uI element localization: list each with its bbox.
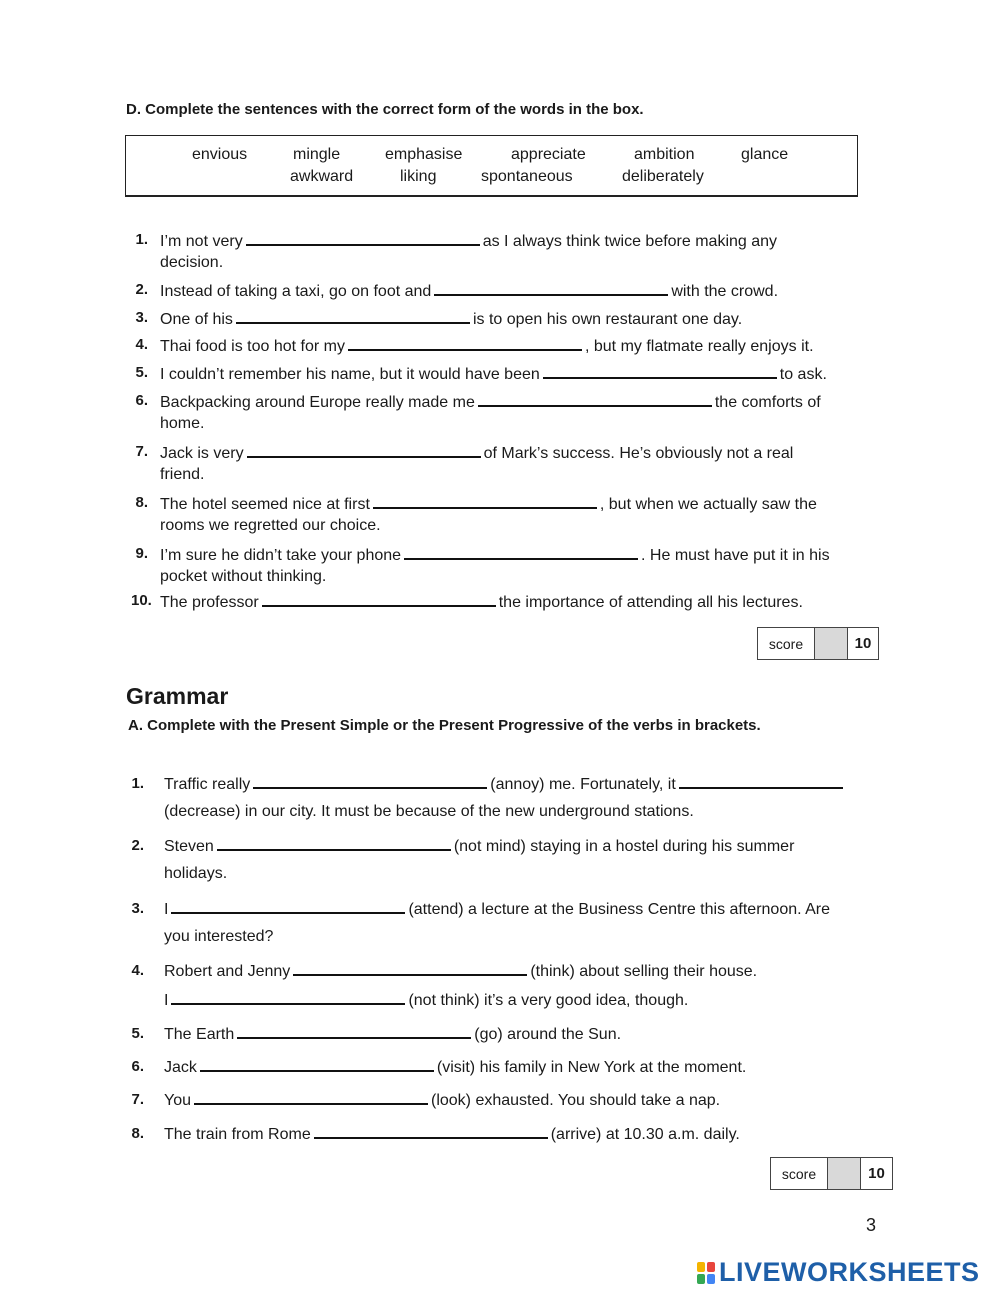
list-item: One of his is to open his own restaurant one day. <box>160 306 742 331</box>
list-item: Instead of taking a taxi, go on foot and with the crowd. <box>160 278 778 303</box>
score-label: score <box>771 1158 828 1189</box>
answer-blank[interactable] <box>253 771 487 789</box>
item-number: 3. <box>135 309 148 326</box>
list-item-continuation: friend. <box>160 466 205 483</box>
answer-blank[interactable] <box>262 589 496 607</box>
answer-blank[interactable] <box>171 896 405 914</box>
list-item: The train from Rome (arrive) at 10.30 a.m. daily. <box>164 1121 740 1146</box>
list-item: I couldn’t remember his name, but it would have been to ask. <box>160 361 827 386</box>
item-number: 2. <box>131 837 144 854</box>
list-item-continuation: I (not think) it’s a very good idea, though. <box>164 987 688 1012</box>
item-number: 2. <box>135 281 148 298</box>
answer-blank[interactable] <box>246 228 480 246</box>
answer-blank[interactable] <box>217 833 451 851</box>
item-number: 4. <box>131 962 144 979</box>
box-word: glance <box>741 146 789 163</box>
answer-blank[interactable] <box>194 1087 428 1105</box>
box-word: mingle <box>293 146 341 163</box>
list-item: Traffic really (annoy) me. Fortunately, it <box>164 771 846 796</box>
score-label: score <box>758 628 815 659</box>
list-item-continuation: holidays. <box>164 865 228 882</box>
box-word: ambition <box>634 146 695 163</box>
list-item: You (look) exhausted. You should take a nap. <box>164 1087 720 1112</box>
item-number: 3. <box>131 900 144 917</box>
item-number: 10. <box>131 592 152 609</box>
list-item: Backpacking around Europe really made me the comforts of <box>160 389 821 414</box>
section-d-heading: D. Complete the sentences with the correct form of the words in the box. <box>126 101 644 118</box>
box-word: spontaneous <box>481 168 573 185</box>
logo-square <box>697 1274 705 1284</box>
box-word: emphasise <box>385 146 463 163</box>
logo-square <box>697 1262 705 1272</box>
score-box <box>757 627 879 660</box>
list-item-continuation: rooms we regretted our choice. <box>160 517 381 534</box>
list-item: The professor the importance of attending all his lectures. <box>160 589 803 614</box>
list-item: Robert and Jenny (think) about selling their house. <box>164 958 757 983</box>
logo-text: LIVEWORKSHEETS <box>719 1257 980 1287</box>
list-item: I’m sure he didn’t take your phone . He must have put it in his <box>160 542 830 567</box>
list-item: I’m not very as I always think twice before making any <box>160 228 777 253</box>
item-number: 9. <box>135 545 148 562</box>
box-word: envious <box>192 146 248 163</box>
score-input[interactable] <box>815 628 848 659</box>
answer-blank[interactable] <box>236 306 470 324</box>
score-max: 10 <box>854 635 872 652</box>
answer-blank[interactable] <box>200 1054 434 1072</box>
item-number: 8. <box>135 494 148 511</box>
answer-blank[interactable] <box>478 389 712 407</box>
answer-blank[interactable] <box>348 333 582 351</box>
list-item-continuation: pocket without thinking. <box>160 568 327 585</box>
score-max: 10 <box>868 1165 885 1182</box>
list-item: Jack is very of Mark’s success. He’s obviously not a real <box>160 440 793 465</box>
box-word: liking <box>400 168 437 185</box>
item-number: 6. <box>131 1058 144 1075</box>
list-item: Jack (visit) his family in New York at the moment. <box>164 1054 746 1079</box>
logo-square <box>707 1262 715 1272</box>
list-item-continuation: you interested? <box>164 928 274 945</box>
list-item: Steven (not mind) staying in a hostel during his summer <box>164 833 794 858</box>
grammar-a-heading: A. Complete with the Present Simple or the Present Progressive of the verbs in brackets. <box>128 717 761 734</box>
item-number: 7. <box>131 1091 144 1108</box>
item-number: 5. <box>135 364 148 381</box>
item-number: 1. <box>131 775 144 792</box>
list-item: The Earth (go) around the Sun. <box>164 1021 621 1046</box>
score-input[interactable] <box>828 1158 861 1189</box>
answer-blank[interactable] <box>434 278 668 296</box>
item-number: 8. <box>131 1125 144 1142</box>
answer-blank[interactable] <box>543 361 777 379</box>
list-item: I (attend) a lecture at the Business Centre this afternoon. Are <box>164 896 830 921</box>
page-number: 3 <box>866 1215 877 1235</box>
answer-blank[interactable] <box>679 771 843 789</box>
word-box <box>125 135 858 197</box>
item-number: 5. <box>131 1025 144 1042</box>
item-number: 7. <box>135 443 148 460</box>
answer-blank[interactable] <box>404 542 638 560</box>
score-box <box>770 1157 893 1190</box>
grammar-title: Grammar <box>126 683 229 709</box>
liveworksheets-logo <box>697 1257 980 1288</box>
answer-blank[interactable] <box>171 987 405 1005</box>
item-number: 1. <box>135 231 148 248</box>
list-item-continuation: decision. <box>160 254 224 271</box>
answer-blank[interactable] <box>293 958 527 976</box>
box-word: appreciate <box>511 146 586 163</box>
item-number: 6. <box>135 392 148 409</box>
list-item: The hotel seemed nice at first , but when we actually saw the <box>160 491 817 516</box>
answer-blank[interactable] <box>237 1021 471 1039</box>
logo-square <box>707 1274 715 1284</box>
answer-blank[interactable] <box>373 491 597 509</box>
answer-blank[interactable] <box>247 440 481 458</box>
box-word: awkward <box>290 168 354 185</box>
box-word: deliberately <box>622 168 704 185</box>
logo-mark-icon <box>697 1262 715 1284</box>
answer-blank[interactable] <box>314 1121 548 1139</box>
list-item-continuation: home. <box>160 415 205 432</box>
list-item: Thai food is too hot for my , but my flatmate really enjoys it. <box>160 333 814 358</box>
list-item-continuation: (decrease) in our city. It must be because of the new underground stations. <box>164 803 694 820</box>
item-number: 4. <box>135 336 148 353</box>
